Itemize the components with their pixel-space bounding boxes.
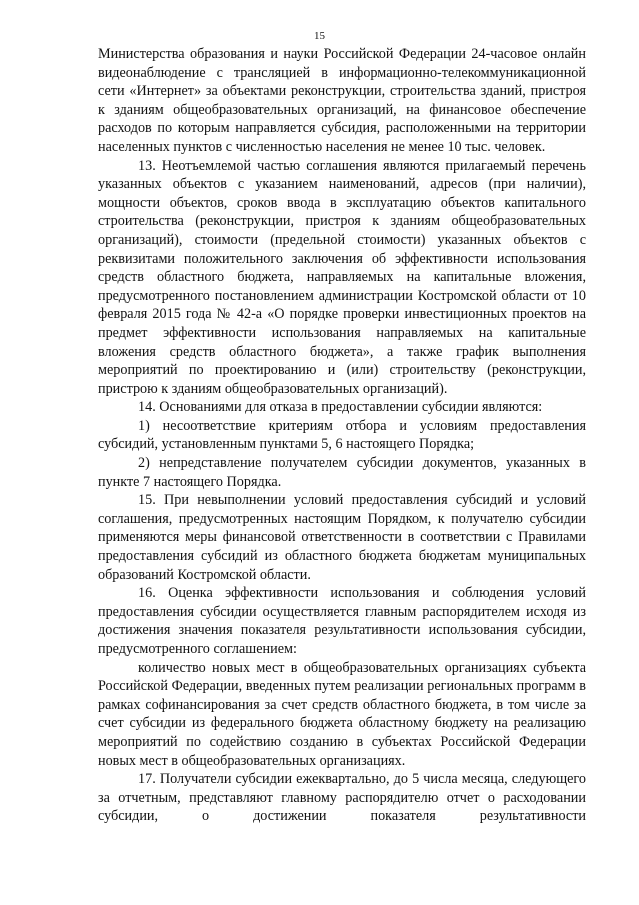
- paragraph-intro: Министерства образования и науки Российской Федерации 24-часовое онлайн видеонаблюдение с трансляцией в информационно-телекоммуникационной сети «Интернет» за объектами реконструкции, строительства зданий, пристроя к зданиям общеобразовательных организаций, на финансовое обеспечение расходов по которым направляется субсидия, расположенными на территории населенных пунктов с численностью населения не менее 10 тыс. человек.: [98, 46, 586, 155]
- paragraph-16: 16. Оценка эффективности использования и соблюдения условий предоставления субсидии осуществляется главным распорядителем исходя из достижения значения показателя результативности использования субсидии, предусмотренного соглашением:: [98, 585, 586, 657]
- paragraph-15: 15. При невыполнении условий предоставления субсидий и условий соглашения, предусмотренных настоящим Порядком, к получателю субсидии применяются меры финансовой ответственности в соответствии с Правилами предоставления субсидий из областного бюджета бюджетам муниципальных образований Костромской области.: [98, 492, 586, 583]
- paragraph-16-indicator: количество новых мест в общеобразовательных организациях субъекта Российской Федерации, введенных путем реализации региональных программ в рамках софинансирования за счет средств областного бюджета, в том числе за счет субсидии из федерального бюджета областному бюджету на реализацию мероприятий по содействию созданию в субъектах Российской Федерации новых мест в общеобразовательных организациях.: [98, 659, 586, 769]
- paragraph-13: 13. Неотъемлемой частью соглашения являются прилагаемый перечень указанных объектов с указанием наименований, адресов (при наличии), мощности объектов, сроков ввода в эксплуатацию объектов капитального строительства (реконструкции, пристроя к зданиям общеобразовательных организаций), стоимости (предельной стоимости) указанных объектов с реквизитами положительного заключения об эффективности использования средств областного бюджета, направляемых на капитальные вложения, предусмотренного постановлением администрации Костромской области от 10 февраля 2015 года № 42-а «О порядке проверки инвестиционных проектов на предмет эффективности использования направляемых на капитальные вложения средств областного бюджета», а также график выполнения мероприятий по проектированию и (или) строительству (реконструкции, пристрою к зданиям общеобразовательных организаций).: [98, 157, 586, 397]
- document-body: [98, 45, 586, 826]
- paragraph-14: 14. Основаниями для отказа в предоставлении субсидии являются:: [138, 399, 543, 416]
- paragraph-14-item-1: 1) несоответствие критериям отбора и условиям предоставления субсидий, установленным пунктами 5, 6 настоящего Порядка;: [98, 417, 586, 453]
- paragraph-14-item-2: 2) непредставление получателем субсидии документов, указанных в пункте 7 настоящего Порядка.: [98, 455, 586, 490]
- page-number: 15: [314, 30, 325, 42]
- paragraph-17: 17. Получатели субсидии ежеквартально, до 5 числа месяца, следующего за отчетным, представляют главному распорядителю отчет о расходовании субсидии, о достижении показателя результативности: [98, 771, 586, 825]
